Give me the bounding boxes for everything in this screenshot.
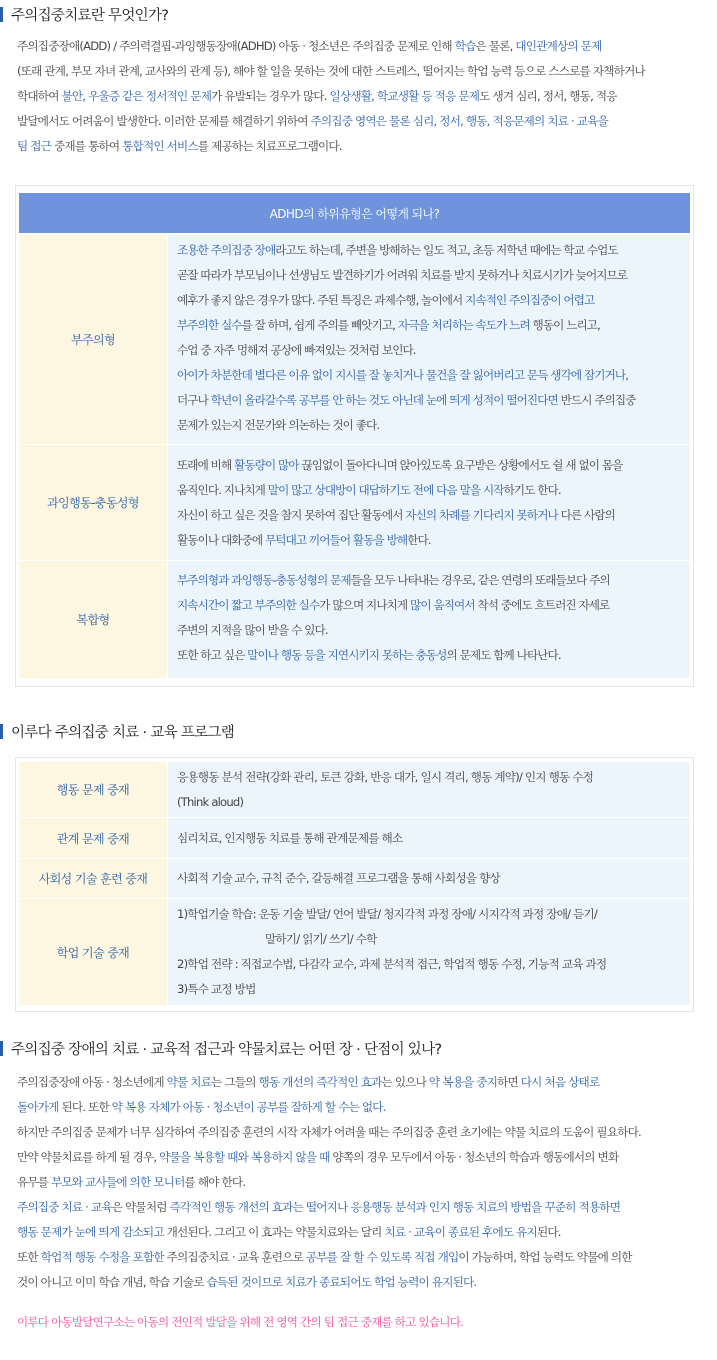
- program-line: (Think aloud): [177, 794, 244, 809]
- highlighted-text: 팀 접근: [17, 139, 52, 153]
- program-body-academic: [168, 899, 690, 1005]
- body-text: 만약 약물치료를 하게 될 경우,: [17, 1150, 160, 1164]
- body-text: (또래 관계, 부모 자녀 관계, 교사와의 관계 등), 해야 할 일을 못하는 것에 대한 스트레스, 떨어지는 학업 능력 등으로 스스로를 자책하거나: [17, 64, 645, 78]
- body-text: 다른 사람의: [557, 508, 615, 522]
- highlighted-text: 부모와 교사들에 의한 모니터: [51, 1175, 185, 1189]
- text-line: [177, 618, 690, 643]
- text-line: [177, 388, 690, 413]
- body-text: 수업 중 자주 멍해져 공상에 빠져있는 것처럼 보인다.: [177, 343, 416, 357]
- body-text: 주의집중치료 · 교육 훈련으로: [163, 1250, 306, 1264]
- text-line: [177, 363, 690, 388]
- row-body-combined: [168, 561, 690, 678]
- body-text: 더구나: [177, 393, 211, 407]
- highlighted-text: 습득된 것이므로 치료가 종료되어도 학업 능력이 유지된다.: [206, 1275, 477, 1289]
- program-label-academic: 학업 기술 중재: [19, 899, 167, 1005]
- heading-bar: [0, 1041, 3, 1056]
- body-text: 들을 모두 나타내는 경우로, 같은 연령의 또래들보다 주의: [350, 573, 610, 587]
- program-line: 2)학업 전략 : 직접교수법, 다감각 교수, 과제 분석적 접근, 학업적 행동 수정, 기능적 교육 과정: [177, 957, 607, 971]
- highlighted-text: 행동 문제가 눈에 띄게 감소되고: [17, 1225, 164, 1239]
- highlighted-text: 불안, 우울증 같은 정서적인 문제: [61, 89, 212, 103]
- body-text: 행동이 느리고,: [529, 318, 600, 332]
- body-text: 이 가능하며, 학업 능력도 약물에 의한: [458, 1250, 632, 1264]
- body-text: 된다.: [536, 1225, 561, 1239]
- body-text: 를 해야 한다.: [184, 1175, 246, 1189]
- highlighted-text: 학습: [454, 39, 476, 53]
- highlighted-text: 부주의형과 과잉행동-충동성형의 문제: [177, 573, 351, 587]
- highlighted-text: 돌아가게: [17, 1100, 59, 1114]
- highlighted-text: 즉각적인 행동 개선의 효과는 떨어지나 응용행동 분석과 인지 행동 치료의 방법을 꾸준히 적용하면: [169, 1200, 621, 1214]
- text-line: [177, 288, 690, 313]
- text-line: [17, 84, 712, 109]
- row-body-hyperactive: [168, 445, 690, 560]
- body-text: 착석 중에도 흐트러진 자세로: [474, 598, 610, 612]
- body-text: 자신이 하고 싶은 것을 참지 못하여 집단 활동에서: [177, 508, 406, 522]
- highlighted-text: 지속시간이 짧고 부주의한 실수: [177, 598, 320, 612]
- highlighted-text: 다시 처음 상태로: [520, 1075, 600, 1089]
- text-line: [177, 413, 690, 438]
- text-line: [177, 503, 690, 528]
- text-line: [177, 338, 690, 363]
- highlighted-text: 일상생활, 학교생활 등 적응 문제: [329, 89, 480, 103]
- row-label-inattentive: 부주의형: [19, 235, 167, 444]
- body-text: 한다.: [407, 533, 431, 547]
- text-line: [17, 109, 712, 134]
- body-text: 하지만 주의집중 문제가 너무 심각하여 주의집중 훈련의 시작 자체가 어려울 때는 주의집중 훈련 초기에는 약물 치료의 도움이 필요하다.: [17, 1125, 641, 1139]
- text-line: [177, 568, 690, 593]
- section-title: 주의집중 장애의 치료 · 교육적 접근과 약물치료는 어떤 장 · 단점이 있나?: [11, 1041, 442, 1058]
- body-text: 유무를: [17, 1175, 52, 1189]
- body-text: 발달에서도 어려움이 발생한다. 이러한 문제를 해결하기 위하여: [17, 114, 311, 128]
- highlighted-text: 통합적인 서비스: [122, 139, 198, 153]
- text-line: [177, 453, 690, 478]
- highlighted-text: 활동량이 많아: [234, 458, 299, 472]
- highlighted-text: 약 복용 자체가 아동 · 청소년이 공부를 잘하게 할 수는 없다.: [111, 1100, 386, 1114]
- body-text: 끊임없이 돌아다니며 앉아있도록 요구받은 상황에서도 쉴 새 없이 몸을: [298, 458, 623, 472]
- highlighted-text: 말이나 행동 등을 지연시키지 못하는 충동성: [247, 648, 447, 662]
- row-body-inattentive: [168, 235, 690, 444]
- body-text: 또래에 비해: [177, 458, 235, 472]
- program-line: 3)특수 교정 방법: [177, 982, 256, 996]
- highlighted-text: 많이 움직여서: [410, 598, 475, 612]
- body-text: 예후가 좋지 않은 경우가 많다. 주된 특징은 과제수행, 놀이에서: [177, 293, 466, 307]
- body-text: 는 있으나: [381, 1075, 429, 1089]
- highlighted-text: 조용한 주의집중 장애: [177, 243, 276, 257]
- section-title: 이루다 주의집중 치료 · 교육 프로그램: [11, 724, 235, 741]
- program-label-relationship: 관계 문제 중재: [19, 818, 167, 858]
- text-line: [17, 59, 712, 84]
- body-text: 를 잘 하며, 쉽게 주의를 빼앗기고,: [241, 318, 398, 332]
- highlighted-text: 주의집중 영역은 물론 심리, 정서, 행동, 적응문제의 치료 · 교육을: [310, 114, 608, 128]
- body-text: 주의집중장애(ADD) / 주의력결핍-과잉행동장애(ADHD) 아동 · 청소년은 주의집중 문제로 인해: [17, 39, 455, 53]
- row-label-combined: 복합형: [19, 561, 167, 678]
- body-text: 를 제공하는 치료프로그램이다.: [197, 139, 342, 153]
- text-line: [177, 263, 690, 288]
- highlighted-text: 학업적 행동 수정을 포함한: [40, 1250, 164, 1264]
- text-line: [17, 1145, 712, 1170]
- program-line: 말하기/ 읽기/ 쓰기/ 수학: [265, 932, 377, 946]
- text-line: [17, 1095, 712, 1120]
- section-title: 주의집중치료란 무엇인가?: [11, 7, 169, 24]
- body-text: 의 문제도 함께 나타난다.: [446, 648, 561, 662]
- body-text: 주의집중장애 아동 · 청소년에게: [17, 1075, 167, 1089]
- body-text: 주변의 지적을 많이 받을 수 있다.: [177, 623, 328, 637]
- highlighted-text: 무턱대고 끼어들어 활동을 방해: [264, 533, 408, 547]
- body-text: 라고도 하는데, 주변을 방해하는 일도 적고, 초등 저학년 때에는 학교 수업도: [275, 243, 618, 257]
- text-line: [17, 1245, 712, 1270]
- body-text: 하기도 한다.: [503, 483, 561, 497]
- highlighted-text: 자신의 차례를 기다리지 못하거나: [405, 508, 558, 522]
- text-line: [177, 313, 690, 338]
- highlighted-text: 공부를 잘 할 수 있도록 직접 개입: [305, 1250, 459, 1264]
- heading-bar: [0, 7, 3, 22]
- intro-paragraph: [17, 34, 712, 159]
- program-label-social-skills: 사회성 기술 훈련 중재: [19, 859, 167, 898]
- body-text: 또한 하고 싶은: [177, 648, 248, 662]
- section-heading-pros-cons: [0, 1037, 441, 1059]
- program-body-behavior: [168, 762, 690, 817]
- pros-cons-paragraph: [17, 1070, 712, 1295]
- text-line: [17, 134, 712, 159]
- footer-note: [17, 1310, 712, 1335]
- highlighted-text: 지속적인 주의집중이 어렵고: [465, 293, 595, 307]
- highlighted-text: 주의집중 치료 · 교육: [17, 1200, 112, 1214]
- program-line: 사회적 기술 교수, 규칙 준수, 갈등해결 프로그램을 통해 사회성을 향상: [177, 871, 500, 885]
- body-text: 반드시 주의집중: [557, 393, 636, 407]
- section-heading-what-is-attention-therapy: [0, 3, 168, 25]
- highlighted-text: 행동 개선의 즉각적인 효과: [258, 1075, 382, 1089]
- highlighted-text: 부주의한 실수: [177, 318, 242, 332]
- program-line: 심리치료, 인지행동 치료를 통해 관계문제를 해소: [177, 830, 403, 845]
- text-line: [17, 1070, 712, 1095]
- body-text: 것이 아니고 이미 학습 개념, 학습 기술로: [17, 1275, 207, 1289]
- body-text: 된다. 또한: [58, 1100, 112, 1114]
- body-text: 문제가 있는지 전문가와 의논하는 것이 좋다.: [177, 418, 380, 432]
- section-heading-programs: [0, 720, 234, 742]
- body-text: 활동이나 대화중에: [177, 533, 265, 547]
- body-text: 은 물론,: [475, 39, 516, 53]
- highlighted-text: 약 복용을 중지: [428, 1075, 498, 1089]
- text-line: [17, 1195, 712, 1220]
- highlighted-text: 자극을 처리하는 속도가 느려: [397, 318, 530, 332]
- body-text: 는 그들의: [211, 1075, 259, 1089]
- text-line: [177, 478, 690, 503]
- body-text: 학대하여: [17, 89, 62, 103]
- text-line: [17, 1170, 712, 1195]
- text-line: [177, 593, 690, 618]
- body-text: 하면: [497, 1075, 521, 1089]
- body-text: 중재를 통하여: [51, 139, 123, 153]
- body-text: 곧잘 따라가 부모님이나 선생님도 발견하기가 어려워 치료를 받지 못하거나 치료시기가 늦어지므로: [177, 268, 628, 282]
- heading-bar: [0, 724, 3, 739]
- footer-note-text: 이루다 아동발달연구소는 아동의 전인적 발달을 위해 전 영역 간의 팀 접근 중재를 하고 있습니다.: [17, 1315, 463, 1329]
- text-line: [17, 1220, 712, 1245]
- text-line: [17, 1270, 712, 1295]
- body-text: 개선된다. 그리고 이 효과는 약물치료와는 달리: [163, 1225, 385, 1239]
- text-line: [17, 1120, 712, 1145]
- body-text: 은 약물처럼: [111, 1200, 170, 1214]
- body-text: 가 유발되는 경우가 많다.: [211, 89, 330, 103]
- text-line: [177, 643, 690, 668]
- text-line: [177, 238, 690, 263]
- highlighted-text: 약물을 복용할 때와 복용하지 않을 때: [159, 1150, 330, 1164]
- highlighted-text: 말이 많고 상대방이 대답하기도 전에 다음 말을 시작: [267, 483, 504, 497]
- subtypes-table-header: ADHD의 하위유형은 어떻게 되나?: [19, 193, 690, 233]
- highlighted-text: 치료 · 교육이 종료된 후에도 유지: [384, 1225, 537, 1239]
- highlighted-text: 대인관계상의 문제: [515, 39, 602, 53]
- text-line: [177, 528, 690, 553]
- body-text: 움직인다. 지나치게: [177, 483, 268, 497]
- body-text: 또한: [17, 1250, 41, 1264]
- highlighted-text: 약물 치료: [166, 1075, 212, 1089]
- body-text: 도 생겨 심리, 정서, 행동, 적응: [479, 89, 617, 103]
- highlighted-text: 학년이 올라갈수록 공부를 안 하는 것도 아닌데 눈에 띄게 성적이 떨어진다면: [210, 393, 558, 407]
- row-label-hyperactive: 과잉행동-충동성형: [19, 445, 167, 560]
- body-text: 양쪽의 경우 모두에서 아동 · 청소년의 학습과 행동에서의 변화: [329, 1150, 619, 1164]
- program-label-behavior: 행동 문제 중재: [19, 762, 167, 817]
- highlighted-text: 아이가 차분한데 별다른 이유 없이 지시를 잘 놓치거나 물건을 잘 잃어버리고 문득 생각에 잠기거나,: [177, 368, 628, 382]
- text-line: [17, 34, 712, 59]
- program-body-social-skills: [168, 859, 690, 898]
- program-body-relationship: [168, 818, 690, 858]
- program-line: 1)학업기술 학습: 운동 기술 발달/ 언어 발달/ 청지각적 과정 장애/ 시지각적 과정 장애/ 듣기/: [177, 907, 598, 921]
- program-line: 응용행동 분석 전략(강화 관리, 토큰 강화, 반응 대가, 일시 격리, 행동 계약)/ 인지 행동 수정: [177, 769, 594, 784]
- body-text: 가 많으며 지나치게: [319, 598, 411, 612]
